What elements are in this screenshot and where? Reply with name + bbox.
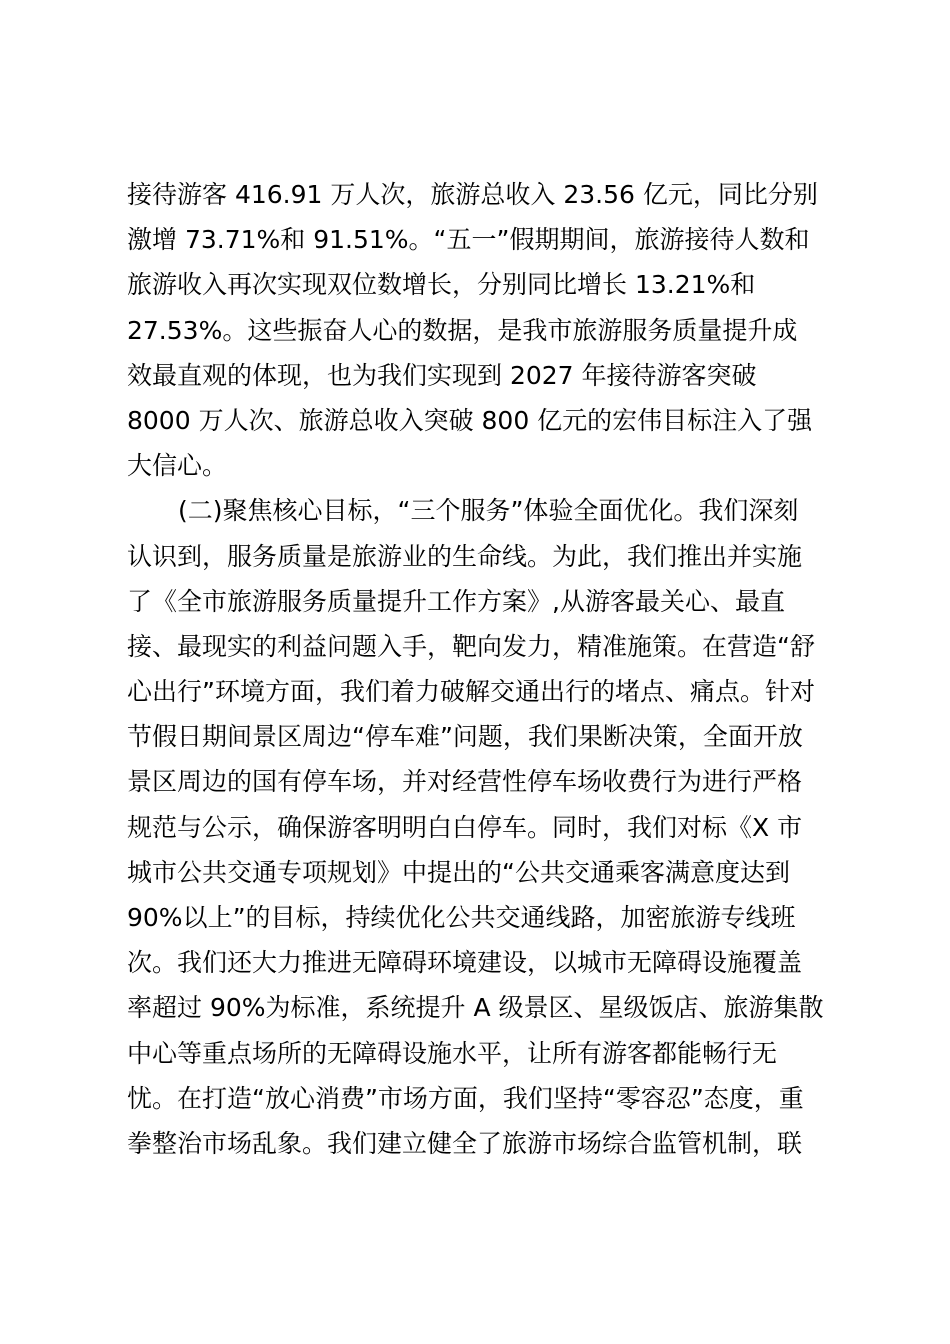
text-line: 旅游收入再次实现双位数增长，分别同比增长 13.21%和 — [127, 270, 756, 300]
body-text — [127, 172, 827, 1166]
text-line: 27.53%。这些振奋人心的数据，是我市旅游服务质量提升成 — [127, 315, 798, 345]
text-line: 次。我们还大力推进无障碍环境建设，以城市无障碍设施覆盖 — [127, 948, 803, 978]
text-line: 大信心。 — [127, 451, 228, 481]
text-line: 心出行”环境方面，我们着力破解交通出行的堵点、痛点。针对 — [127, 677, 815, 707]
text-line: 忧。在打造“放心消费”市场方面，我们坚持“零容忍”态度，重 — [127, 1083, 804, 1113]
text-line: 规范与公示，确保游客明明白白停车。同时，我们对标《X 市 — [127, 812, 803, 842]
text-line: 拳整治市场乱象。我们建立健全了旅游市场综合监管机制，联 — [127, 1128, 803, 1158]
text-line: 景区周边的国有停车场，并对经营性停车场收费行为进行严格 — [127, 767, 803, 797]
text-line: 激增 73.71%和 91.51%。“五一”假期期间，旅游接待人数和 — [127, 225, 810, 255]
text-line: 效最直观的体现，也为我们实现到 2027 年接待游客突破 — [127, 360, 757, 390]
text-line: 城市公共交通专项规划》中提出的“公共交通乘客满意度达到 — [127, 857, 790, 887]
text-line: 接待游客 416.91 万人次，旅游总收入 23.56 亿元，同比分别 — [127, 180, 818, 209]
text-line: 率超过 90%为标准，系统提升 A 级景区、星级饭店、旅游集散 — [127, 993, 824, 1023]
text-line: 中心等重点场所的无障碍设施水平，让所有游客都能畅行无 — [127, 1038, 778, 1068]
text-line: 了《全市旅游服务质量提升工作方案》,从游客最关心、最直 — [127, 586, 785, 616]
text-line: 90%以上”的目标，持续优化公共交通线路，加密旅游专线班 — [127, 903, 796, 932]
text-line: 认识到，服务质量是旅游业的生命线。为此，我们推出并实施 — [127, 541, 803, 571]
text-line: 节假日期间景区周边“停车难”问题，我们果断决策，全面开放 — [127, 722, 803, 752]
section-heading-line: (二)聚焦核心目标，“三个服务”体验全面优化。我们深刻 — [178, 496, 799, 526]
text-line: 接、最现实的利益问题入手，靶向发力，精准施策。在营造“舒 — [127, 631, 815, 661]
text-line: 8000 万人次、旅游总收入突破 800 亿元的宏伟目标注入了强 — [127, 405, 813, 435]
